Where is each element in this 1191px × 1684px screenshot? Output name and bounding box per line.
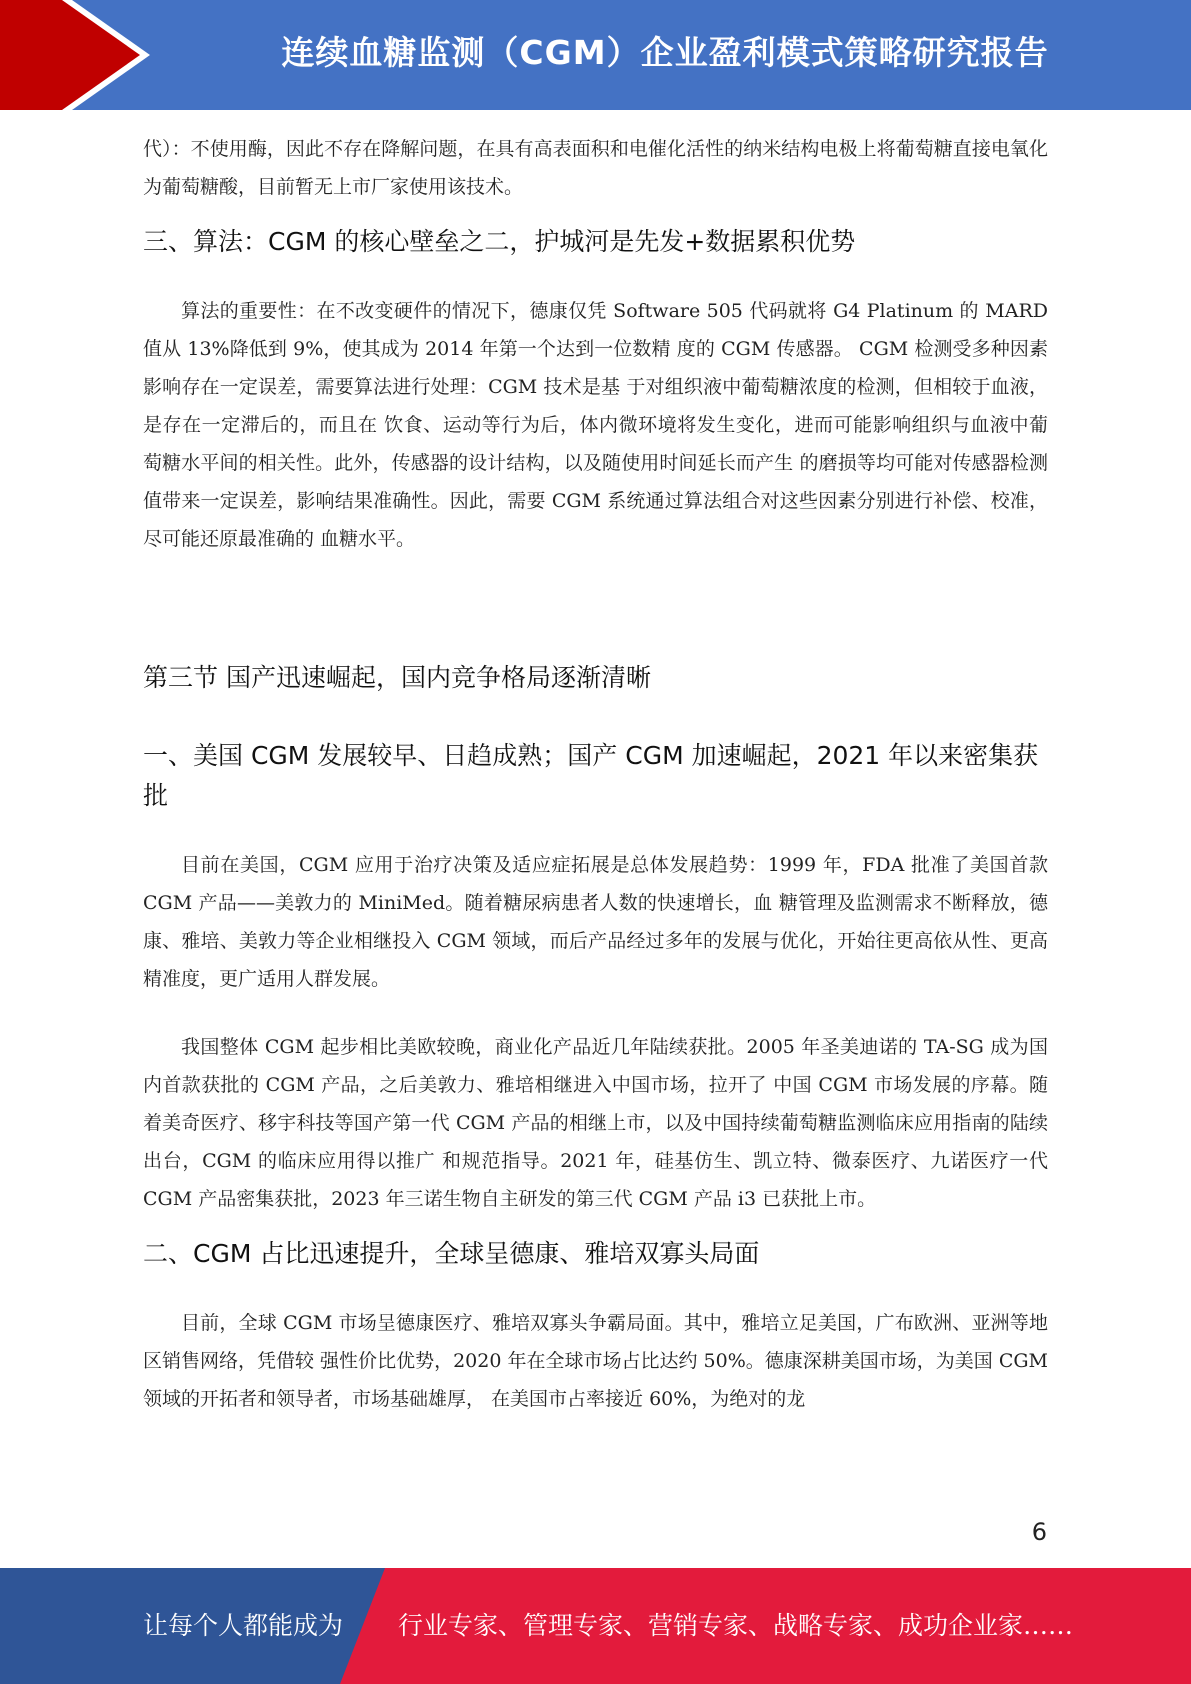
paragraph-algorithm: 算法的重要性：在不改变硬件的情况下，德康仅凭 Software 505 代码就将 G4 Platinum 的 MARD 值从 13%降低到 9%，使其成为 2014 年第一个达到一位数精 度的 CGM 传感器。 CGM 检测受多种因素影响存在一定误差，需要算法进行处理：CGM 技术是基 于对组织液中葡萄糖浓度的检测，但相较于血液，是存在一定滞后的，而且在 饮食、运动等行为后，体内微环境将发生变化，进而可能影响组织与血液中葡 萄糖水平间的相关性。此外，传感器的设计结构，以及随使用时间延长而产生 的磨损等均可能对传感器检测值带来一定误差，影响结果准确性。因此，需要 CGM 系统通过算法组合对这些因素分别进行补偿、校准，尽可能还原最准确的 血糖水平。 bbox=[143, 300, 1048, 550]
paragraph-enzyme-free: 代）：不使用酶，因此不存在降解问题，在具有高表面积和电催化活性的纳米结构电极上将葡萄糖直接电氧化为葡萄糖酸，目前暂无上市厂家使用该技术。 bbox=[143, 138, 1048, 198]
heading-usa-development: 一、美国 CGM 发展较早、日趋成熟；国产 CGM 加速崛起，2021 年以来密集获批 bbox=[143, 741, 1039, 810]
paragraph-china: 我国整体 CGM 起步相比美欧较晚，商业化产品近几年陆续获批。2005 年圣美迪诺的 TA-SG 成为国内首款获批的 CGM 产品，之后美敦力、雅培相继进入中国市场，拉开了 中国 CGM 市场发展的序幕。随着美奇医疗、移宇科技等国产第一代 CGM 产品的相继上市，以及中国持续葡萄糖监测临床应用指南的陆续出台，CGM 的临床应用得以推广 和规范指导。2021 年，硅基仿生、凯立特、微泰医疗、九诺医疗一代 CGM 产品密集获批，2023 年三诺生物自主研发的第三代 CGM 产品 i3 已获批上市。 bbox=[143, 1036, 1048, 1210]
paragraph-global: 目前，全球 CGM 市场呈德康医疗、雅培双寡头争霸局面。其中，雅培立足美国，广布欧洲、亚洲等地区销售网络，凭借较 强性价比优势，2020 年在全球市场占比达约 50%。德康深耕美国市场，为美国 CGM 领域的开拓者和领导者，市场基础雄厚， 在美国市占率接近 60%，为绝对的龙 bbox=[143, 1312, 1048, 1410]
header-arrow-icon bbox=[0, 0, 140, 110]
header-banner bbox=[0, 0, 1191, 110]
footer-banner bbox=[0, 1568, 1191, 1684]
chapter-heading: 第三节 国产迅速崛起，国内竞争格局逐渐清晰 bbox=[143, 663, 651, 692]
footer-slogan-left: 让每个人都能成为 bbox=[143, 1611, 344, 1640]
page-number: 6 bbox=[1031, 1518, 1047, 1546]
heading-algorithm: 三、算法：CGM 的核心壁垒之二，护城河是先发+数据累积优势 bbox=[143, 227, 856, 256]
heading-global-market: 二、CGM 占比迅速提升，全球呈德康、雅培双寡头局面 bbox=[143, 1239, 760, 1268]
report-title: 连续血糖监测（CGM）企业盈利模式策略研究报告 bbox=[281, 33, 1049, 72]
paragraph-usa: 目前在美国，CGM 应用于治疗决策及适应症拓展是总体发展趋势：1999 年，FDA 批准了美国首款 CGM 产品——美敦力的 MiniMed。随着糖尿病患者人数的快速增长，血 糖管理及监测需求不断释放，德康、雅培、美敦力等企业相继投入 CGM 领域，而后产品经过多年的发展与优化，开始往更高依从性、更高精准度，更广适用人群发展。 bbox=[143, 854, 1048, 990]
footer-slogan-right: 行业专家、管理专家、营销专家、战略专家、成功企业家…… bbox=[398, 1611, 1074, 1640]
document-body bbox=[143, 130, 1048, 1418]
